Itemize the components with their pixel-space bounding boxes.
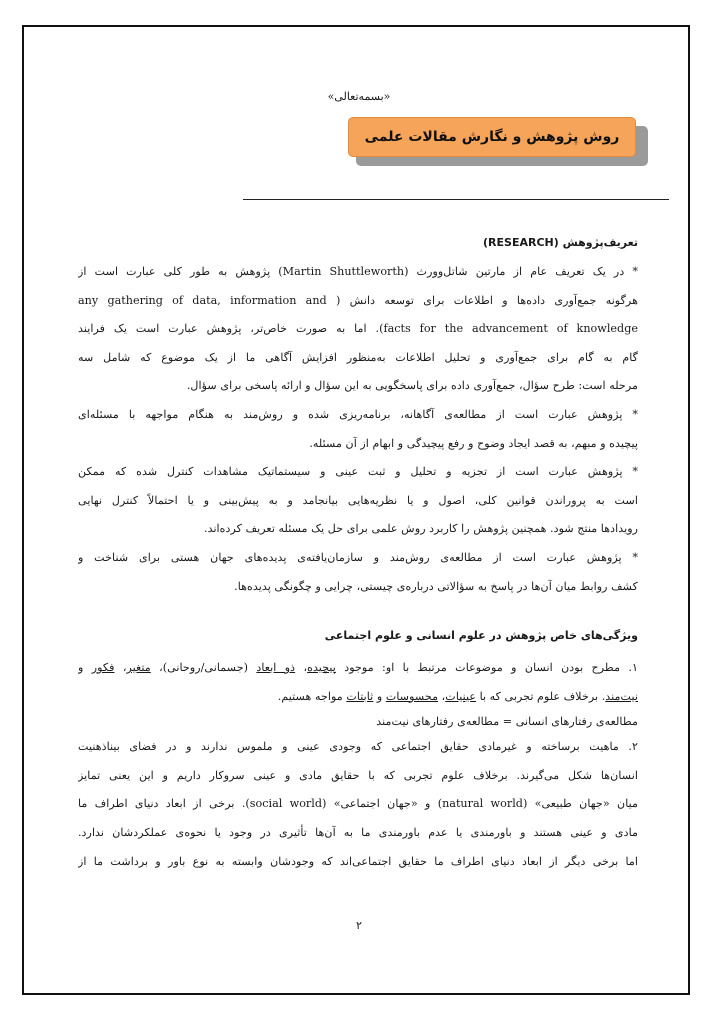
paragraph-line: * پژوهش عبارت است از تجزیه و تحلیل و ثبت عینی و سیستماتیک مشاهدات کنترل شده که ممکن xyxy=(78,465,638,479)
paragraph-line: مادی و عینی هستند و باورمندی یا عدم باورمندی ما به آن‌ها تأثیری در وجود یا نحوه‌ی عملکردشان ندارد. xyxy=(78,825,638,839)
title-divider xyxy=(243,199,669,200)
paragraph-line: گام به گام برای جمع‌آوری و تحلیل اطلاعات به‌منظور افزایش آگاهی ما از یک موضوع که شامل سه xyxy=(78,350,638,364)
paragraph-line: اما برخی دیگر از ابعاد دنیای اطراف ما حقایق اجتماعی‌اند که وجودشان وابسته به نوع باور و برداشت ما از xyxy=(78,854,638,868)
underlined-term: متغیر xyxy=(126,661,151,674)
paragraph-line: * در یک تعریف عام از مارتین شاتل‌وورث (Martin Shuttleworth) پژوهش به طور کلی عبارت است از xyxy=(78,265,638,278)
underlined-term: عینیات xyxy=(445,689,477,703)
section-heading-research: تعریف‌پژوهش (RESEARCH) xyxy=(483,236,638,249)
paragraph-line: میان «جهان طبیعی» (natural world) و «جهان اجتماعی» (social world). برخی از ابعاد دنیای اطراف ما xyxy=(78,797,638,811)
paragraph-line: هرگونه جمع‌آوری داده‌ها و اطلاعات برای توسعه دانش ( any gathering of data, information and xyxy=(78,293,638,307)
paragraph-line: * پژوهش عبارت است از مطالعه‌ی آگاهانه، برنامه‌ریزی شده و روش‌مند به هنگام مواجهه با مسئله‌ای xyxy=(78,407,638,421)
underlined-term: پیچیده xyxy=(307,661,336,674)
page-number: ۲ xyxy=(356,919,362,932)
paragraph-line: * پژوهش عبارت است از مطالعه‌ی روش‌مند و سازمان‌یافته‌ی پدیده‌های جهان هستی برای شناخت و xyxy=(78,550,638,564)
humanities-features xyxy=(78,654,638,876)
paragraph-line: رویدادها منتج شود. همچنین پژوهش را کاربرد روش علمی برای حل یک مسئله تعریف کرده‌اند. xyxy=(204,522,638,536)
section-heading-humanities: ویژگی‌های خاص پژوهش در علوم انسانی و علوم اجتماعی xyxy=(324,629,638,642)
document-title: روش پژوهش و نگارش مقالات علمی xyxy=(364,129,620,145)
underlined-term: محسوسات xyxy=(385,689,439,703)
underlined-term: ذو ابعاد xyxy=(256,661,296,674)
paragraph-line: انسان‌ها شکل می‌گیرند. برخلاف علوم تجربی که با حقایق مادی و عینی سروکار داریم و این یعنی تمایز xyxy=(78,768,638,782)
paragraph-line: ۱. مطرح بودن انسان و موضوعات مرتبط با او: موجود پیچیده، ذو ابعاد (جسمانی/روحانی)، متغیر، فکور و xyxy=(78,661,638,674)
underlined-term: فکور xyxy=(91,661,115,674)
title-banner xyxy=(348,117,636,157)
paragraph-line: ۲. ماهیت برساخته و غیرمادی حقایق اجتماعی که وجودی عینی و ملموس ندارند و در فضای بیناذهنیت xyxy=(78,740,638,754)
paragraph-line: مرحله است: طرح سؤال، جمع‌آوری داده برای پاسخگویی به این سؤال و ارائه پاسخی برای سؤال. xyxy=(186,379,638,393)
paragraph-line: facts for the advancement of knowledge). اما به صورت خاص‌تر، پژوهش عبارت است یک فرایند xyxy=(78,322,638,336)
basmala: «بسمه‌تعالی» xyxy=(327,90,391,103)
paragraph-line: پیچیده و مبهم، به قصد ایجاد وضوح و رفع پیچیدگی و ابهام از آن مسئله. xyxy=(309,436,638,450)
underlined-term: ثابتات xyxy=(346,689,374,703)
paragraph-line: نیت‌مند. برخلاف علوم تجربی که با عینیات، محسوسات و ثابتات مواجه هستیم. xyxy=(277,689,638,703)
paragraph-line: مطالعه‌ی رفتارهای انسانی = مطالعه‌ی رفتارهای نیت‌مند xyxy=(376,715,638,729)
paragraph-line: کشف روابط میان آن‌ها در پاسخ به سؤالاتی درباره‌ی چیستی، چرایی و چگونگی پدیده‌ها. xyxy=(234,579,638,593)
paragraph-line: است به پروراندن قوانین کلی، اصول و یا نظریه‌هایی بیانجامد و به پیش‌بینی و یا احتمالاً کنترل نهایی xyxy=(78,493,638,507)
research-definitions xyxy=(78,258,638,601)
underlined-term: نیت‌مند xyxy=(605,689,638,703)
